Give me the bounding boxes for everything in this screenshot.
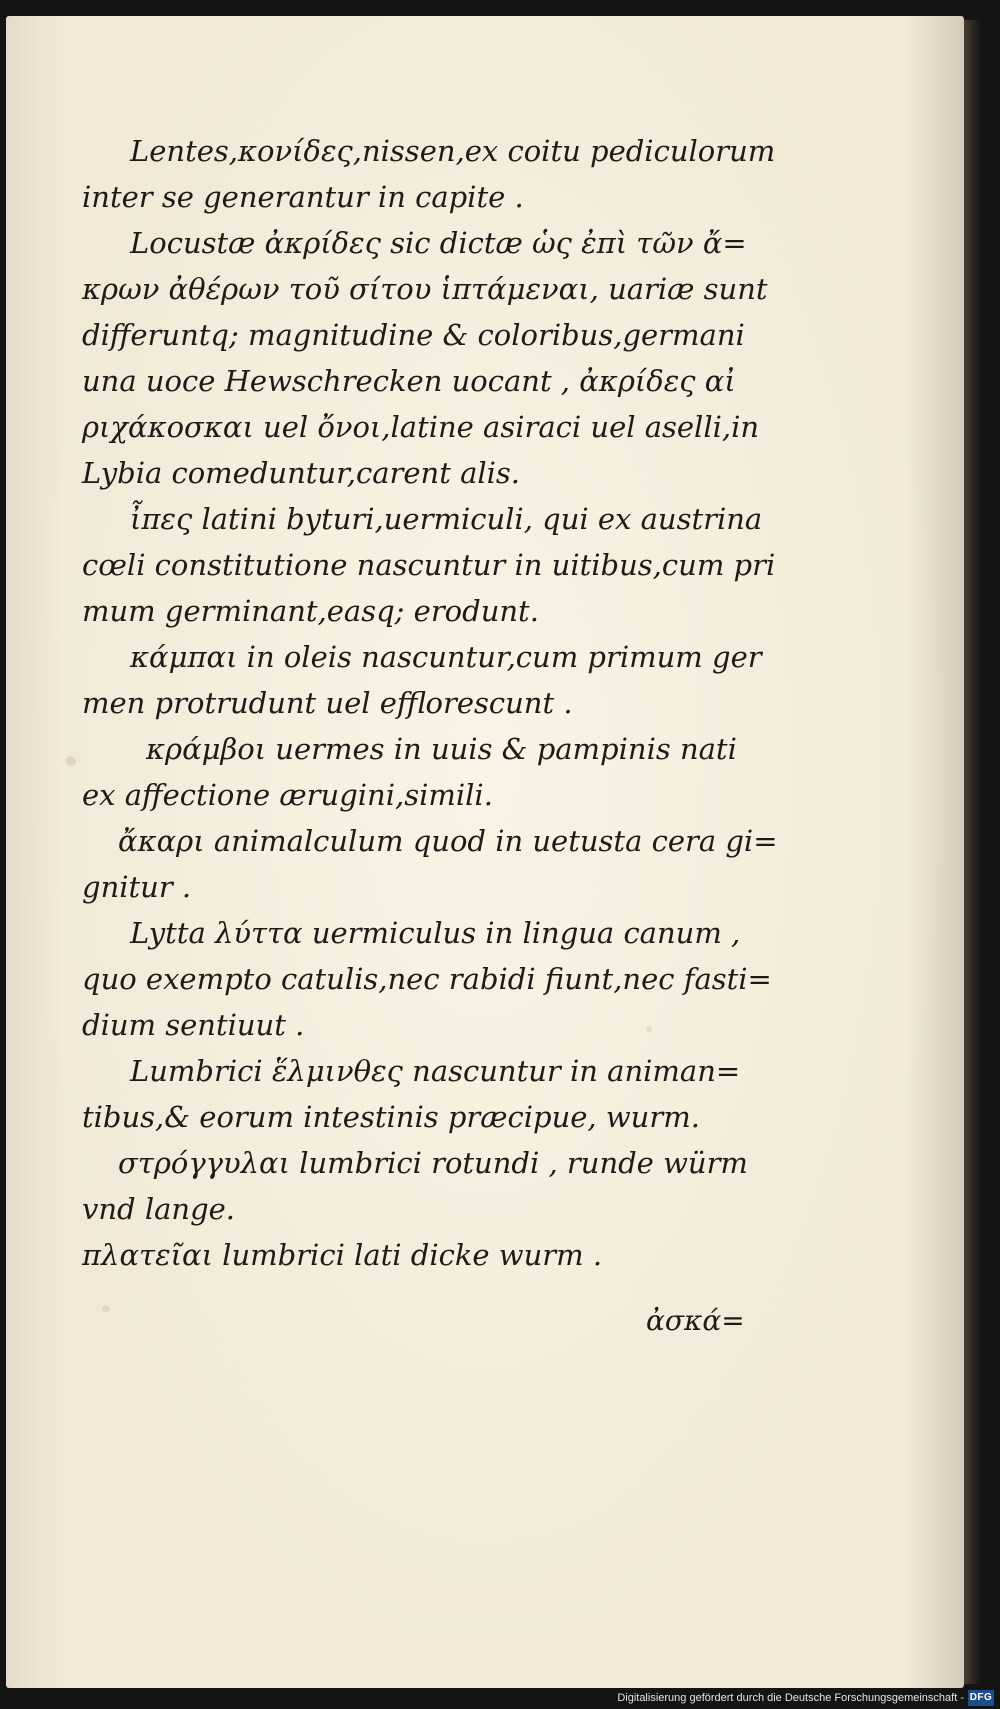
text-line: Locustæ ἀκρίδες sic dictæ ὡς ἐπὶ τῶν ἄ= (130, 226, 747, 260)
text-line: una uoce Hewschrecken uocant , ἀκρίδες αἰ (82, 364, 736, 398)
catchword: ἀσκά= (646, 1304, 745, 1337)
text-line: gnitur . (82, 870, 192, 904)
text-line: dium sentiuut . (82, 1008, 305, 1042)
paper-stain (66, 756, 76, 766)
page-text (82, 128, 798, 1278)
footer-bar (0, 1688, 1000, 1709)
text-line: tibus,& eorum intestinis præcipue, wurm. (82, 1100, 700, 1134)
page-edge (964, 20, 980, 1684)
text-line: quo exempto catulis,nec rabidi fiunt,nec fasti= (82, 962, 772, 996)
text-line: κρων ἀθέρων τοῦ σίτου ἱπτάμεναι, uariæ sunt (82, 272, 768, 306)
funding-credit: Digitalisierung gefördert durch die Deutsche Forschungsgemeinschaft - (617, 1692, 964, 1704)
text-line: Lybia comeduntur,carent alis. (82, 456, 521, 490)
text-line: στρόγγυλαι lumbrici rotundi , runde würm (118, 1146, 748, 1180)
book-page (6, 16, 964, 1688)
text-line: ἄκαρι animalculum quod in uetusta cera gi= (118, 824, 778, 858)
text-line: κράμβοι uermes in uuis & pampinis nati (146, 732, 737, 766)
text-line: differuntq; magnitudine & coloribus,germani (82, 318, 745, 352)
text-line: men protrudunt uel efflorescunt . (82, 686, 573, 720)
text-line: πλατεῖαι lumbrici lati dicke wurm . (82, 1238, 603, 1272)
text-line: ριχάκοσκαι uel ὄνοι,latine asiraci uel aselli,in (82, 410, 760, 444)
text-line: Lentes,κονίδες,nissen,ex coitu pediculorum (130, 134, 776, 168)
text-line: κάμπαι in oleis nascuntur,cum primum ger (130, 640, 762, 674)
text-line: inter se generantur in capite . (82, 180, 524, 214)
text-line: ἶπες latini byturi,uermiculi, qui ex austrina (130, 502, 763, 536)
text-line: Lytta λύττα uermiculus in lingua canum , (130, 916, 741, 950)
dfg-logo-icon: DFG (968, 1690, 994, 1706)
text-line: cœli constitutione nascuntur in uitibus,cum pri (82, 548, 776, 582)
text-line: mum germinant,easq; erodunt. (82, 594, 539, 628)
text-line: vnd lange. (82, 1192, 236, 1226)
text-line: ex affectione ærugini,simili. (82, 778, 493, 812)
paper-stain (102, 1306, 110, 1312)
text-line: Lumbrici ἕλμινθες nascuntur in animan= (130, 1054, 741, 1088)
